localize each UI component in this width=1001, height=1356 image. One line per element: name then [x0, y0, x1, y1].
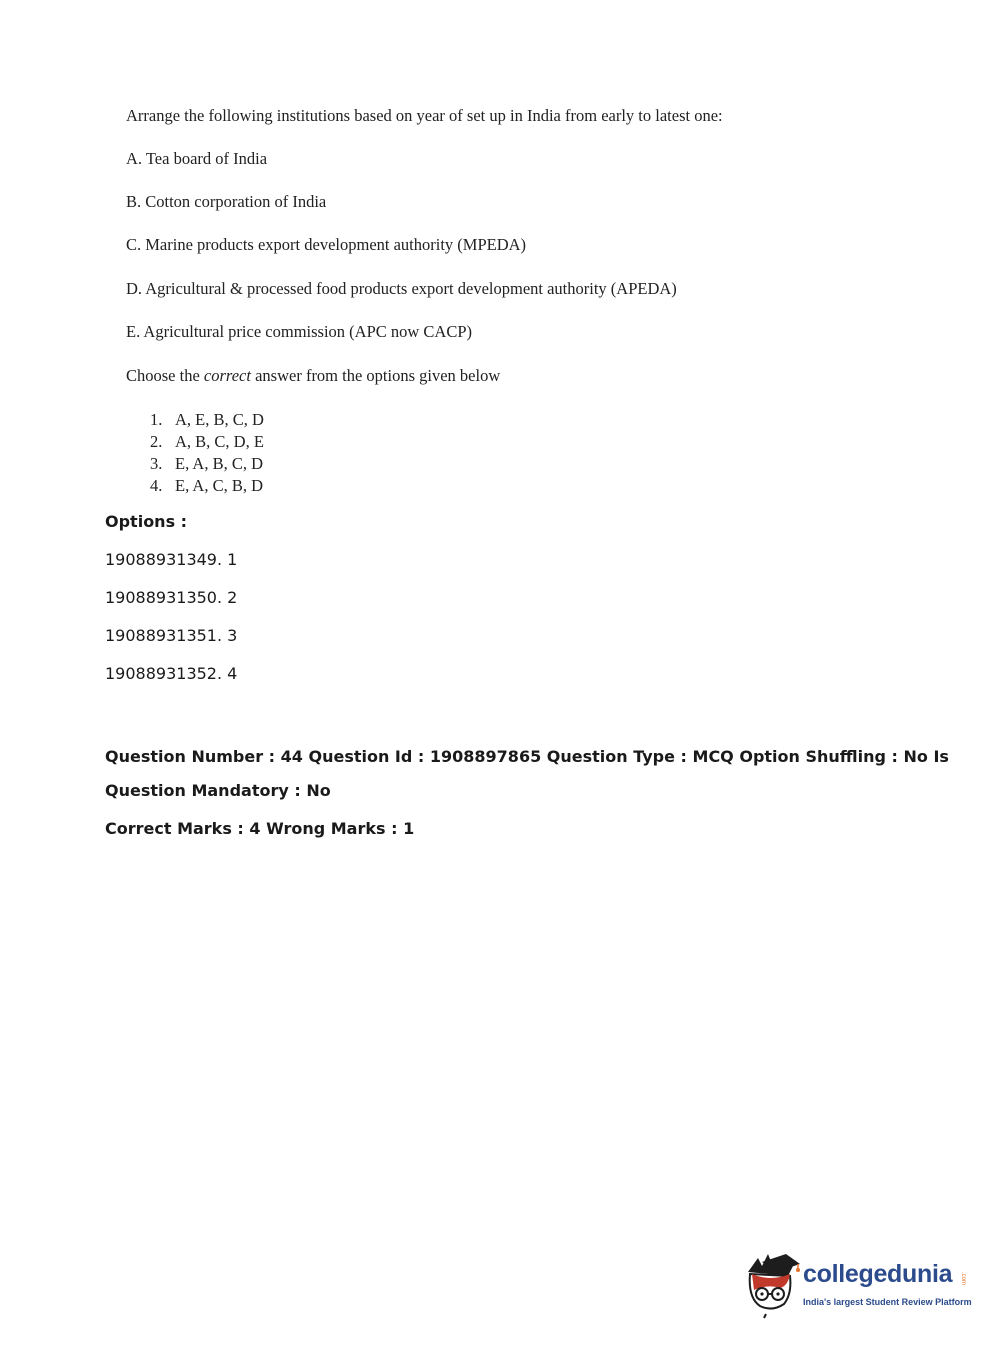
logo-domain-suffix: .com — [960, 1272, 966, 1286]
answer-list-item — [150, 409, 264, 431]
question-item-b: B. Cotton corporation of India — [126, 192, 327, 211]
answer-number: 2. — [150, 432, 163, 451]
choose-emphasis: correct — [203, 366, 251, 385]
option-id-4: 19088931352. 4 — [105, 664, 238, 683]
answer-text: A, B, C, D, E — [175, 432, 264, 451]
option-id-3: 19088931351. 3 — [105, 626, 238, 645]
question-item-a: A. Tea board of India — [126, 149, 268, 168]
logo-wordmark: collegedunia — [803, 1260, 953, 1288]
answer-text: E, A, C, B, D — [175, 476, 264, 495]
question-meta-line2: Question Mandatory : No — [105, 781, 331, 800]
logo-tagline: India's largest Student Review Platform — [803, 1297, 972, 1307]
answer-number: 4. — [150, 476, 163, 495]
question-meta-line1: Question Number : 44 Question Id : 1908897865 Question Type : MCQ Option Shuffling : No Is — [105, 747, 949, 766]
option-id-1: 19088931349. 1 — [105, 550, 238, 569]
answer-list — [150, 409, 264, 497]
answer-text: E, A, B, C, D — [175, 454, 264, 473]
answer-list-item — [150, 475, 264, 497]
choose-suffix: answer from the options given below — [250, 366, 501, 385]
answer-list-item — [150, 431, 264, 453]
mascot-icon — [740, 1250, 802, 1320]
question-item-e: E. Agricultural price commission (APC now CACP) — [126, 322, 473, 341]
marks-line: Correct Marks : 4 Wrong Marks : 1 — [105, 819, 415, 838]
answer-number: 1. — [150, 410, 163, 429]
question-stem: Arrange the following institutions based on year of set up in India from early to latest one: — [126, 106, 723, 125]
choose-instruction — [126, 366, 500, 386]
options-heading: Options : — [105, 512, 188, 531]
question-item-c: C. Marine products export development authority (MPEDA) — [126, 235, 527, 254]
choose-prefix: Choose the — [126, 366, 204, 385]
answer-text: A, E, B, C, D — [175, 410, 264, 429]
question-item-d: D. Agricultural & processed food products export development authority (APEDA) — [126, 279, 677, 298]
collegedunia-logo — [740, 1250, 970, 1320]
answer-number: 3. — [150, 454, 163, 473]
answer-list-item — [150, 453, 264, 475]
option-id-2: 19088931350. 2 — [105, 588, 238, 607]
